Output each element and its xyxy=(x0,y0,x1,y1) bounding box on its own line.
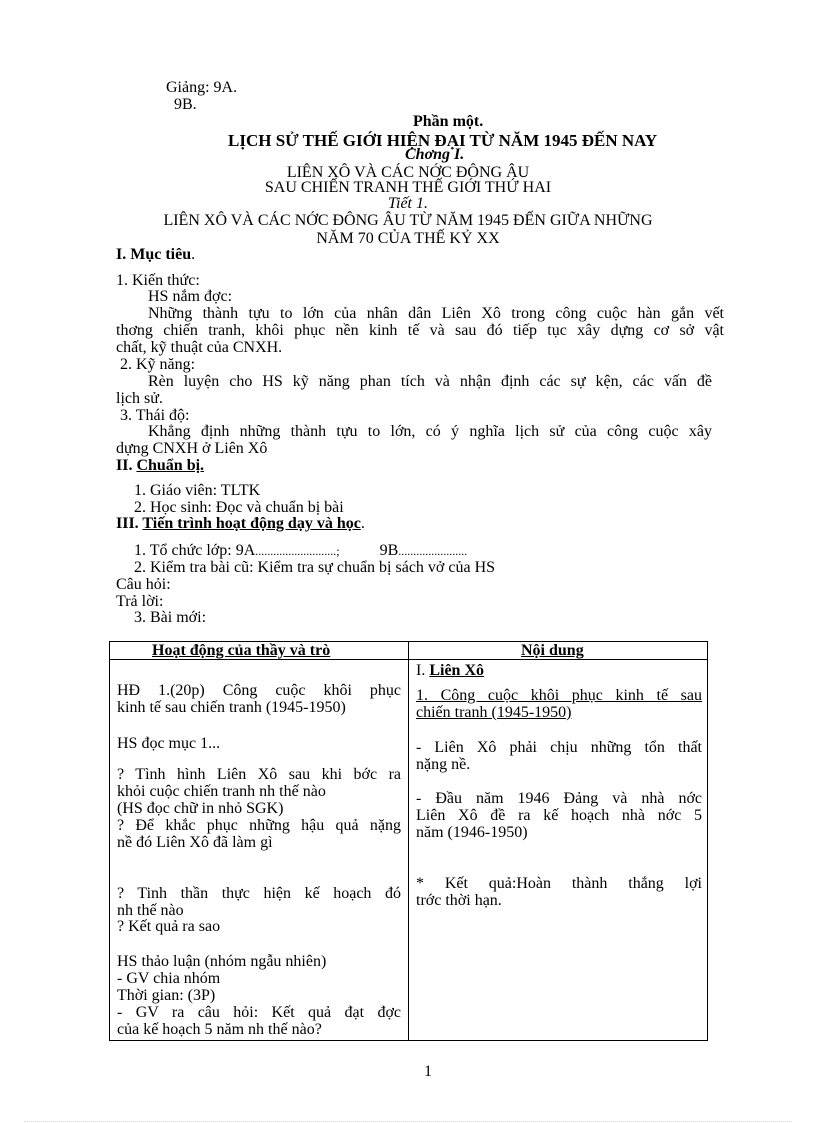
lesson-title-line-2: NĂM 70 CỦA THẾ KỶ XX xyxy=(316,230,500,247)
question-1 xyxy=(117,766,401,817)
lesson-label: Tiết 1. xyxy=(387,195,428,212)
question-line: ? Tinh thần thực hiện kế hoạch đó xyxy=(117,885,401,902)
chapter-title-line-1: LIÊN XÔ VÀ CÁC NỚC ĐÔNG ÂU xyxy=(286,164,530,181)
org-dots-9a: ...........................; xyxy=(255,544,340,558)
class-line-9a: Giảng: 9A. xyxy=(166,79,238,96)
skill-paragraph xyxy=(116,373,712,407)
skill-line: Rèn luyện cho HS kỹ năng phan tích và nhận định các sự kện, các vấn đề xyxy=(148,373,712,390)
activity-line: HĐ 1.(20p) Công cuộc khôi phục xyxy=(117,682,401,699)
discussion-line: Thời gian: (3P) xyxy=(117,987,216,1004)
page-bottom-border xyxy=(24,1121,792,1122)
section-2-title: Chuẩn bị. xyxy=(136,457,205,474)
class-line-9b: 9B. xyxy=(174,96,197,113)
knowledge-label: 1. Kiến thức: xyxy=(116,272,200,289)
section-3-period: . xyxy=(360,515,365,532)
subsection-line: 1. Công cuộc khôi phục kinh tế sau xyxy=(416,687,702,704)
knowledge-paragraph xyxy=(116,305,724,356)
org-label: 1. Tổ chức lớp: 9A xyxy=(134,542,256,559)
knowledge-line: thơng chiến tranh, khôi phục nền kinh tế và sau đó tiếp tục xây dựng cơ sở vật xyxy=(116,322,724,339)
question-3 xyxy=(117,885,401,919)
read-section: HS đọc mục 1... xyxy=(117,735,221,752)
discussion-line: - GV chia nhóm xyxy=(117,970,221,987)
check-old-lesson: 2. Kiểm tra bài cũ: Kiểm tra sự chuẩn bị sách vở của HS xyxy=(134,559,496,576)
main-title: LỊCH SỬ THẾ GIỚI HIỆN ĐẠI TỪ NĂM 1945 ĐẾN NAY xyxy=(228,131,658,150)
content-line: nặng nề. xyxy=(416,756,471,773)
attitude-paragraph xyxy=(116,423,712,457)
activities-cell xyxy=(117,642,401,1040)
skill-line: lịch sử. xyxy=(116,390,163,407)
knowledge-intro: HS nắm đợc: xyxy=(148,288,233,305)
section-3-number: III. xyxy=(116,515,139,532)
content-five-year-plan xyxy=(416,790,702,841)
section-2-number: II. xyxy=(116,457,133,474)
skill-label: 2. Kỹ năng: xyxy=(120,356,196,373)
content-line: * Kết quả:Hoàn thành thắng lợi xyxy=(416,875,702,892)
attitude-line: dựng CNXH ở Liên Xô xyxy=(116,440,268,457)
section-1-heading xyxy=(116,246,195,263)
class-organization xyxy=(134,542,467,560)
question-line: nề đó Liên Xô đã làm gì xyxy=(117,834,273,851)
question-line: nh thế nào xyxy=(117,902,184,919)
table-header-activities: Hoạt động của thầy và trò xyxy=(152,642,331,659)
column-divider xyxy=(408,642,409,1040)
content-line: trớc thời hạn. xyxy=(416,892,502,909)
activity-line: kinh tế sau chiến tranh (1945-1950) xyxy=(117,699,346,716)
content-subsection xyxy=(416,687,702,721)
section-2-heading xyxy=(116,457,204,474)
question-line: ? Tình hình Liên Xô sau khi bớc ra xyxy=(117,766,401,783)
group-discussion xyxy=(117,953,401,1038)
page-number: 1 xyxy=(424,1063,432,1080)
section-1-title: Mục tiêu xyxy=(130,246,192,263)
chapter-title-line-2: SAU CHIẾN TRANH THẾ GIỚI THỨ HAI xyxy=(264,179,552,196)
prep-student: 2. Học sinh: Đọc và chuẩn bị bài xyxy=(134,499,344,516)
content-line: - Liên Xô phải chịu những tổn thất xyxy=(416,739,702,756)
discussion-line: - GV ra câu hỏi: Kết quả đạt đợc xyxy=(117,1004,401,1021)
question-line: khỏi cuộc chiến tranh nh thế nào xyxy=(117,783,326,800)
prep-teacher: 1. Giáo viên: TLTK xyxy=(134,482,261,499)
new-lesson-label: 3. Bài mới: xyxy=(134,609,207,626)
content-section-number: I. xyxy=(416,662,426,679)
section-3-heading xyxy=(116,515,365,532)
content-line: năm (1946-1950) xyxy=(416,824,528,841)
attitude-label: 3. Thái độ: xyxy=(120,407,190,424)
lesson-table xyxy=(109,641,708,1041)
question-label: Câu hỏi: xyxy=(116,576,171,593)
question-2 xyxy=(117,817,401,851)
content-losses xyxy=(416,739,702,773)
activity-1 xyxy=(117,682,401,716)
answer-label: Trả lời: xyxy=(116,593,164,610)
content-line: - Đầu năm 1946 Đảng và nhà nớc xyxy=(416,790,702,807)
part-title: Phần một. xyxy=(413,113,484,130)
org-dots-9b: ....................... xyxy=(398,544,468,558)
content-result xyxy=(416,875,702,909)
discussion-line: của kế hoạch 5 năm nh thế nào? xyxy=(117,1021,322,1038)
content-cell xyxy=(416,642,702,1040)
section-1-number: I. xyxy=(116,246,127,263)
question-line: ? Để khắc phục những hậu quả nặng xyxy=(117,817,401,834)
content-section-title: Liên Xô xyxy=(429,662,484,679)
section-1-period: . xyxy=(191,246,196,263)
attitude-line: Khẳng định những thành tựu to lớn, có ý nghĩa lịch sử của công cuộc xây xyxy=(148,423,712,440)
chapter-label: Chơng I. xyxy=(405,146,465,163)
question-4: ? Kết quả ra sao xyxy=(117,918,221,935)
lesson-title-line-1: LIÊN XÔ VÀ CÁC NỚC ĐÔNG ÂU TỪ NĂM 1945 ĐẾN GIỮA NHỮNG xyxy=(163,212,653,229)
question-line: (HS đọc chữ in nhỏ SGK) xyxy=(117,800,284,817)
content-line: Liên Xô đề ra kế hoạch nhà nớc 5 xyxy=(416,807,702,824)
content-section-liên-xô xyxy=(416,662,702,679)
section-3-title: Tiến trình hoạt động dạy và học xyxy=(142,515,361,532)
subsection-line: chiến tranh (1945-1950) xyxy=(416,704,572,721)
knowledge-line: Những thành tựu to lớn của nhân dân Liên Xô trong công cuộc hàn gắn vết xyxy=(148,305,724,322)
table-header-content: Nội dung xyxy=(521,642,584,659)
discussion-line: HS thảo luận (nhóm ngẫu nhiên) xyxy=(117,953,327,970)
org-9b: 9B xyxy=(379,542,399,559)
knowledge-line: chất, kỹ thuật của CNXH. xyxy=(116,339,283,356)
